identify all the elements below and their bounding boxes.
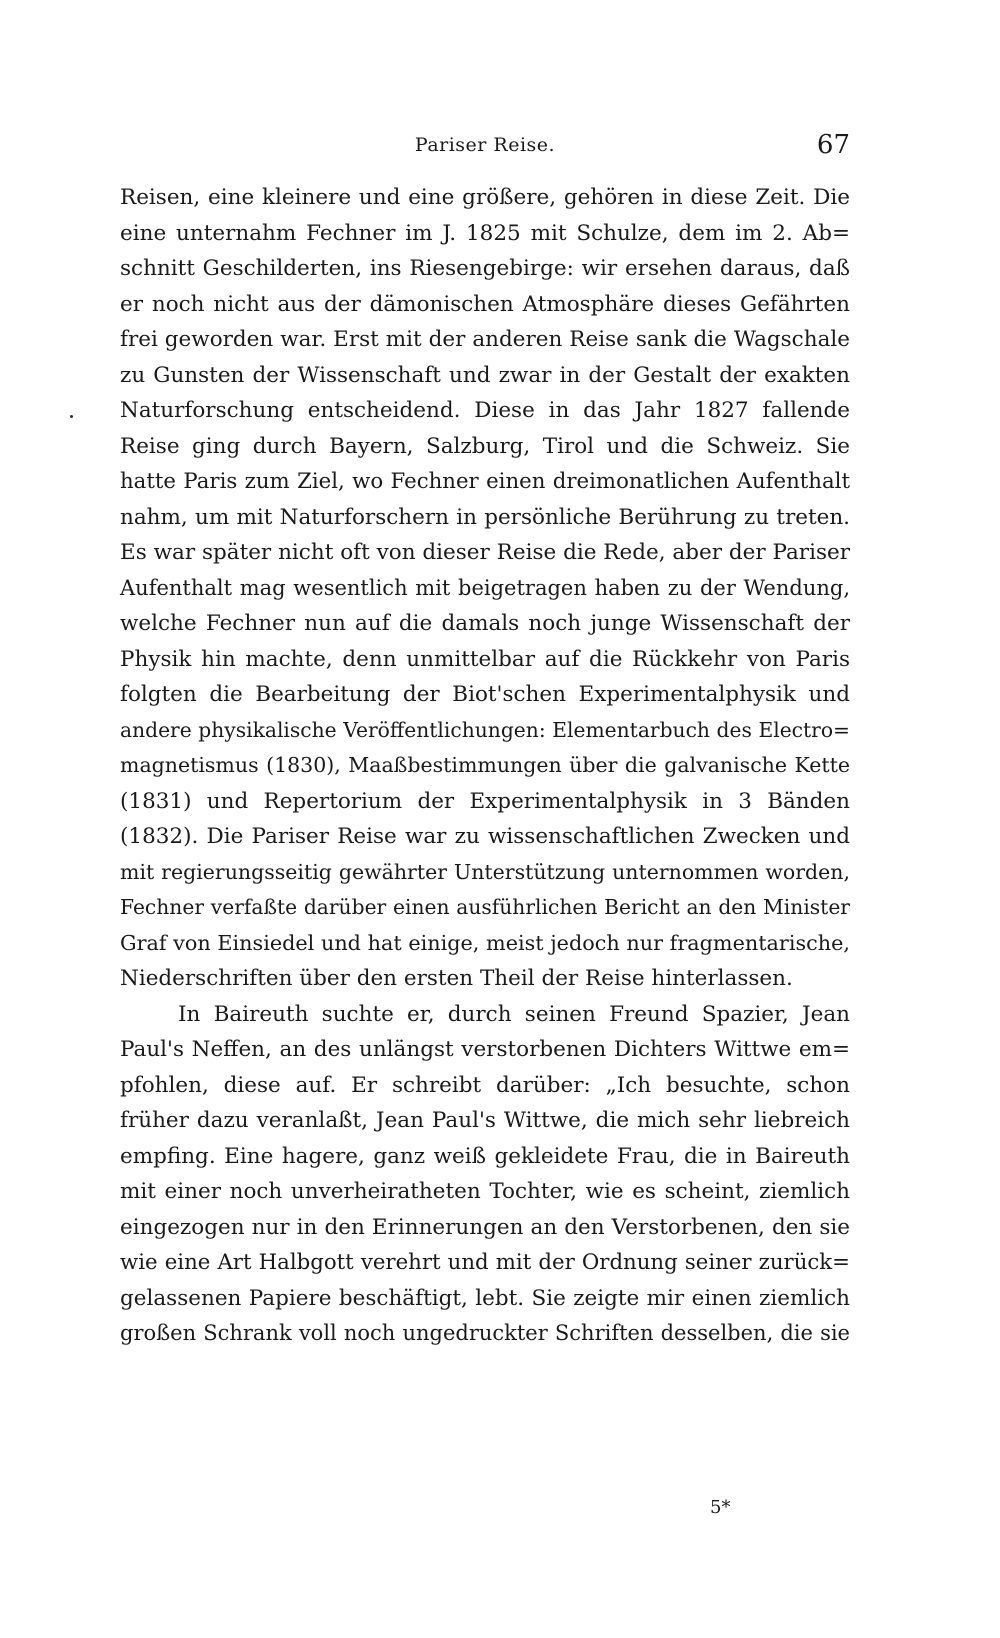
paper-speck — [70, 415, 73, 418]
page-number: 67 — [816, 130, 850, 160]
text-line: pfohlen, diese auf. Er schreibt darüber: „Ich besuchte, schon — [120, 1072, 850, 1098]
text-line: nahm, um mit Naturforschern in persönliche Berührung zu treten. — [120, 504, 850, 530]
page-header — [120, 130, 850, 162]
text-line: wie eine Art Halbgott verehrt und mit der Ordnung seiner zurück= — [120, 1250, 850, 1275]
text-line: hatte Paris zum Ziel, wo Fechner einen dreimonatlichen Aufenthalt — [120, 469, 850, 494]
text-line: Aufenthalt mag wesentlich mit beigetragen haben zu der Wendung, — [120, 575, 850, 600]
text-line: eingezogen nur in den Erinnerungen an den Verstorbenen, den sie — [120, 1214, 850, 1240]
text-line: empfing. Eine hagere, ganz weiß gekleidete Frau, die in Baireuth — [120, 1143, 850, 1169]
text-line: großen Schrank voll noch ungedruckter Schriften desselben, die sie — [120, 1321, 850, 1345]
text-line: (1832). Die Pariser Reise war zu wissenschaftlichen Zwecken und — [120, 824, 850, 849]
text-line: gelassenen Papiere beschäftigt, lebt. Sie zeigte mir einen ziemlich — [120, 1285, 850, 1311]
text-line: Reisen, eine kleinere und eine größere, gehören in diese Zeit. Die — [120, 185, 850, 210]
text-line: frei geworden war. Erst mit der anderen Reise sank die Wagschale — [120, 327, 850, 352]
text-line: früher dazu veranlaßt, Jean Paul's Wittwe, die mich sehr liebreich — [120, 1108, 850, 1133]
text-line: mit regierungsseitig gewährter Unterstützung unternommen worden, — [120, 859, 850, 884]
signature-mark: 5* — [710, 1497, 731, 1518]
body-text — [120, 180, 850, 1352]
text-line: Es war später nicht oft von dieser Reise die Rede, aber der Pariser — [120, 540, 850, 565]
text-line: eine unternahm Fechner im J. 1825 mit Schulze, dem im 2. Ab= — [120, 220, 850, 246]
text-line: Reise ging durch Bayern, Salzburg, Tirol und die Schweiz. Sie — [120, 433, 850, 459]
text-line: Fechner verfaßte darüber einen ausführlichen Bericht an den Minister — [120, 895, 850, 919]
text-line: Graf von Einsiedel und hat einige, meist jedoch nur fragmentarische, — [120, 930, 850, 955]
text-line: magnetismus (1830), Maaßbestimmungen über die galvanische Kette — [120, 753, 850, 777]
text-line: Physik hin machte, denn unmittelbar auf die Rückkehr von Paris — [120, 646, 850, 672]
text-line: andere physikalische Veröffentlichungen: Elementarbuch des Electro= — [120, 717, 850, 742]
text-line: folgten die Bearbeitung der Biot'schen Experimentalphysik und — [120, 682, 850, 707]
text-line: welche Fechner nun auf die damals noch junge Wissenschaft der — [120, 611, 850, 636]
text-line: Paul's Neffen, an des unlängst verstorbenen Dichters Wittwe em= — [120, 1037, 850, 1062]
text-line: (1831) und Repertorium der Experimentalphysik in 3 Bänden — [120, 788, 850, 814]
text-line: schnitt Geschilderten, ins Riesengebirge: wir ersehen daraus, daß — [120, 256, 850, 281]
paragraph-end-line: Niederschriften über den ersten Theil der Reise hinterlassen. — [120, 966, 793, 991]
text-line: mit einer noch unverheiratheten Tochter, wie es scheint, ziemlich — [120, 1179, 850, 1204]
running-head: Pariser Reise. — [414, 134, 556, 156]
paragraph-start-line: In Baireuth suchte er, durch seinen Freund Spazier, Jean — [178, 1001, 850, 1027]
text-line: er noch nicht aus der dämonischen Atmosphäre dieses Gefährten — [120, 291, 850, 317]
text-line: zu Gunsten der Wissenschaft und zwar in der Gestalt der exakten — [120, 362, 850, 388]
text-line: Naturforschung entscheidend. Diese in das Jahr 1827 fallende — [120, 398, 850, 423]
